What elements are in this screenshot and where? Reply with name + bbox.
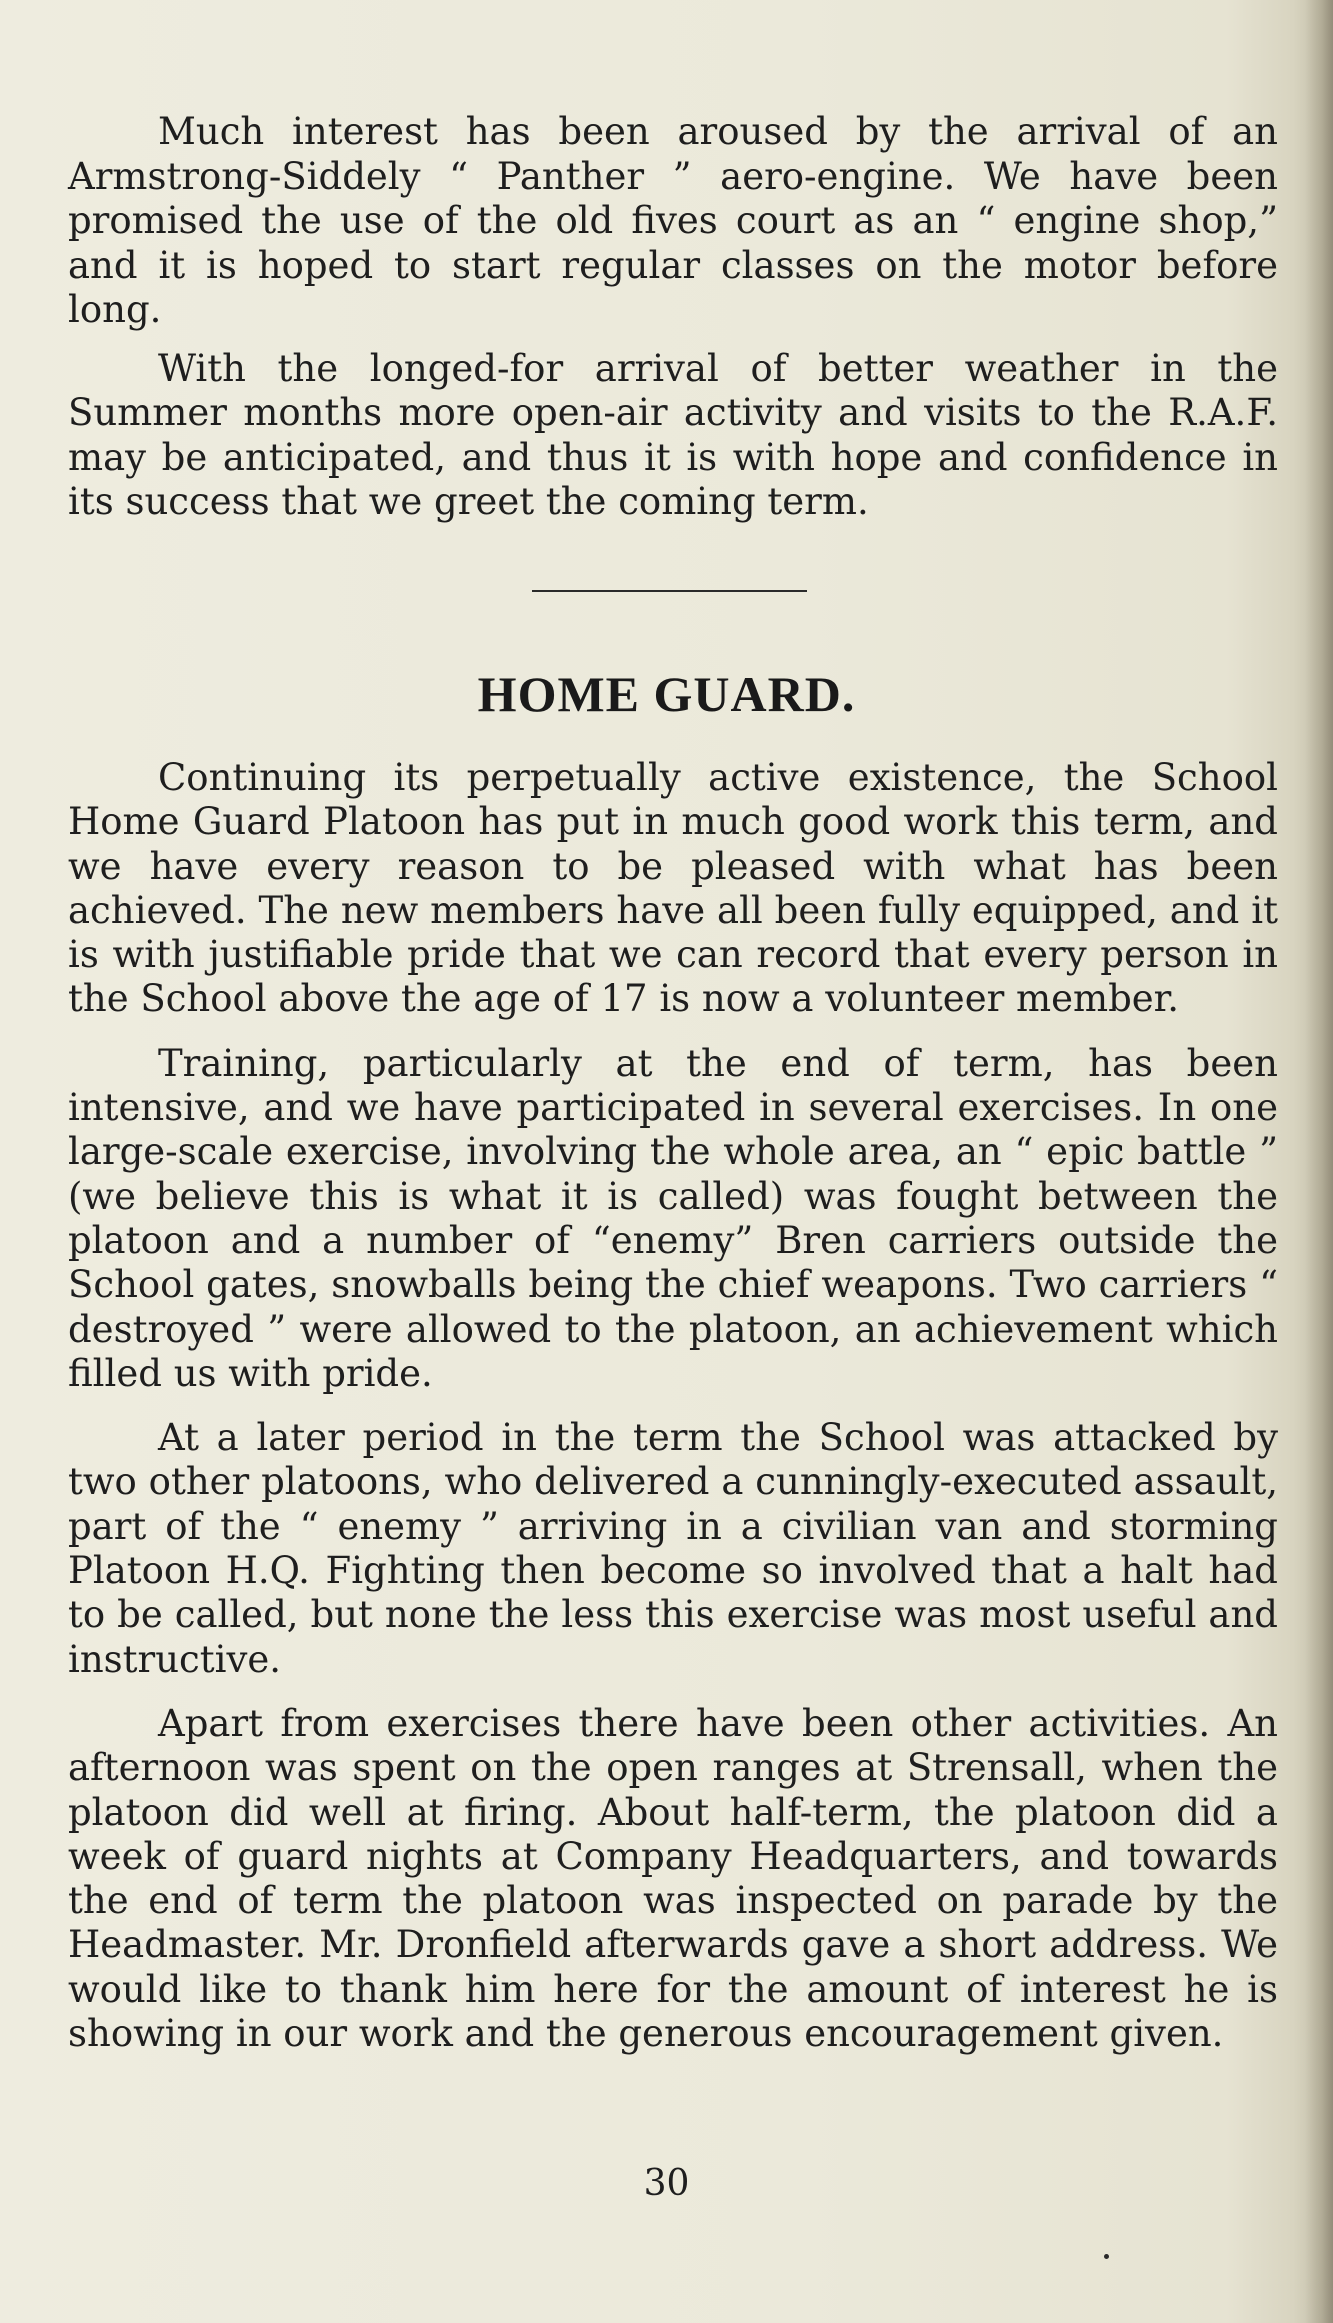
page-edge-shadow bbox=[1305, 0, 1333, 2323]
intro-paragraph-2: With the longed-for arrival of better weather in the Summer months more open-air activity and visits to the R.A.F. may be anticipated, and thus it is with hope and confidence in its success that we greet the coming term. bbox=[68, 346, 1278, 523]
intro-text-block bbox=[68, 110, 1278, 525]
home-guard-paragraph-4: Apart from exercises there have been other activities. An afternoon was spent on the open ranges at Strensall, when the platoon did well at firing. About half-term, the platoon did a week of guard nights at Company Headquarters, and towards the end of term the platoon was inspected on parade by the Headmaster. Mr. Dronfield afterwards gave a short address. We would like to thank him here for the amount of interest he is showing in our work and the generous encouragement given. bbox=[68, 1701, 1278, 2056]
page-number: 30 bbox=[643, 2163, 690, 2204]
home-guard-paragraph-2: Training, particularly at the end of term, has been intensive, and we have participated in several exercises. In one large-scale exercise, involving the whole area, an “ epic battle ” (we believe this is what it is called) was fought between the platoon and a number of “enemy” Bren carriers outside the School gates, snowballs being the chief weapons. Two carriers “ destroyed ” were allowed to the platoon, an achievement which filled us with pride. bbox=[68, 1041, 1278, 1395]
ink-speck bbox=[1104, 2254, 1109, 2259]
home-guard-paragraph-1: Continuing its perpetually active existence, the School Home Guard Platoon has put in much good work this term, and we have every reason to be pleased with what has been achieved. The new members have all been fully equipped, and it is with justifiable pride that we can record that every person in the School above the age of 17 is now a volunteer member. bbox=[68, 756, 1278, 1021]
home-guard-text-block bbox=[68, 756, 1278, 2076]
section-divider-rule bbox=[532, 590, 807, 592]
home-guard-paragraph-3: At a later period in the term the School was attacked by two other platoons, who delivered a cunningly-executed assault, part of the “ enemy ” arriving in a civilian van and storming Platoon H.Q. Fighting then become so involved that a halt had to be called, but none the less this exercise was most useful and instructive. bbox=[68, 1416, 1278, 1681]
section-heading: HOME GUARD. bbox=[477, 666, 856, 722]
intro-paragraph-1: Much interest has been aroused by the arrival of an Armstrong-Siddely “ Panther ” aero-engine. We have been promised the use of the old fives court as an “ engine shop,” and it is hoped to start regular classes on the motor before long. bbox=[68, 110, 1278, 331]
